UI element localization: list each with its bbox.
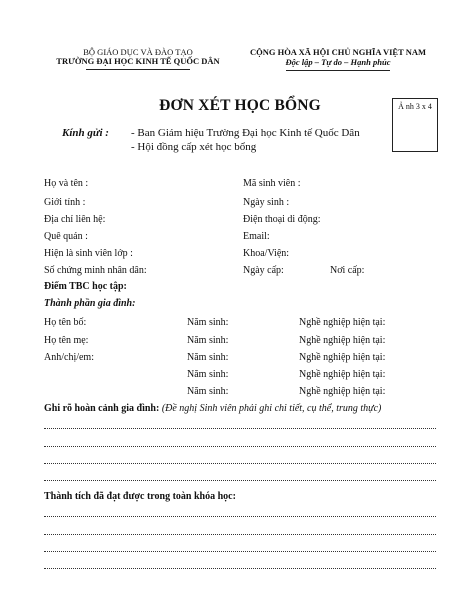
photo-box-label: Ả nh 3 x 4: [398, 102, 432, 111]
university-name: TRƯỜNG ĐẠI HỌC KINH TẾ QUỐC DÂN: [56, 56, 220, 66]
photo-box: [392, 98, 438, 152]
field-gender[interactable]: Giới tính :: [44, 197, 86, 208]
achievements-dotted-line[interactable]: [44, 568, 436, 569]
field-birth-date[interactable]: Ngày sinh :: [243, 197, 290, 208]
recipient-line: - Ban Giám hiệu Trường Đại học Kinh tế Quốc Dân: [131, 127, 360, 139]
republic-name: CỘNG HÒA XÃ HỘI CHỦ NGHĨA VIỆT NAM: [249, 47, 427, 57]
field-full-name[interactable]: Họ và tên :: [44, 178, 89, 189]
family-birth-year[interactable]: Năm sinh:: [187, 335, 229, 346]
national-motto: Độc lập – Tự do – Hạnh phúc: [285, 57, 391, 67]
field-class[interactable]: Hiện là sinh viên lớp :: [44, 248, 133, 259]
recipient-line: - Hội đồng cấp xét học bổng: [131, 141, 257, 153]
field-issue-place[interactable]: Nơi cấp:: [330, 265, 365, 276]
family-relation[interactable]: Họ tên bố:: [44, 317, 87, 328]
family-birth-year[interactable]: Năm sinh:: [187, 386, 229, 397]
motto-underline: [286, 70, 390, 71]
family-heading: Thành phần gia đình:: [44, 298, 136, 309]
circumstances-dotted-line[interactable]: [44, 428, 436, 429]
field-issue-date[interactable]: Ngày cấp:: [243, 265, 284, 276]
circumstances-section: [44, 403, 381, 414]
field-gpa[interactable]: Điểm TBC học tập:: [44, 281, 127, 292]
field-student-id[interactable]: Mã sinh viên :: [243, 178, 301, 189]
achievements-dotted-line[interactable]: [44, 534, 436, 535]
field-email[interactable]: Email:: [243, 231, 270, 242]
university-underline: [86, 69, 190, 70]
family-birth-year[interactable]: Năm sinh:: [187, 352, 229, 363]
circumstances-dotted-line[interactable]: [44, 446, 436, 447]
family-birth-year[interactable]: Năm sinh:: [187, 317, 229, 328]
family-occupation[interactable]: Nghề nghiệp hiện tại:: [299, 352, 386, 363]
field-faculty[interactable]: Khoa/Viện:: [243, 248, 290, 259]
achievements-dotted-line[interactable]: [44, 516, 436, 517]
circumstances-note: (Đề nghị Sinh viên phải ghi chi tiết, cụ thể, trung thực): [161, 403, 382, 414]
family-birth-year[interactable]: Năm sinh:: [187, 369, 229, 380]
achievements-dotted-line[interactable]: [44, 551, 436, 552]
form-title: ĐƠN XÉT HỌC BỔNG: [159, 97, 321, 114]
circumstances-label: Ghi rõ hoàn cảnh gia đình:: [44, 403, 160, 414]
ministry-name: BỘ GIÁO DỤC VÀ ĐÀO TẠO: [83, 47, 193, 57]
recipient-label: Kính gửi :: [62, 127, 109, 139]
field-id-number[interactable]: Số chứng minh nhân dân:: [44, 265, 147, 276]
family-relation[interactable]: Anh/chị/em:: [44, 352, 94, 363]
field-address[interactable]: Địa chỉ liên hệ:: [44, 214, 106, 225]
circumstances-dotted-line[interactable]: [44, 480, 436, 481]
achievements-label: Thành tích đã đạt được trong toàn khóa học:: [44, 491, 236, 502]
family-relation[interactable]: Họ tên mẹ:: [44, 335, 89, 346]
family-occupation[interactable]: Nghề nghiệp hiện tại:: [299, 369, 386, 380]
family-occupation[interactable]: Nghề nghiệp hiện tại:: [299, 386, 386, 397]
field-mobile-phone[interactable]: Điện thoại di động:: [243, 214, 321, 225]
field-hometown[interactable]: Quê quán :: [44, 231, 88, 242]
circumstances-dotted-line[interactable]: [44, 463, 436, 464]
family-occupation[interactable]: Nghề nghiệp hiện tại:: [299, 335, 386, 346]
family-occupation[interactable]: Nghề nghiệp hiện tại:: [299, 317, 386, 328]
